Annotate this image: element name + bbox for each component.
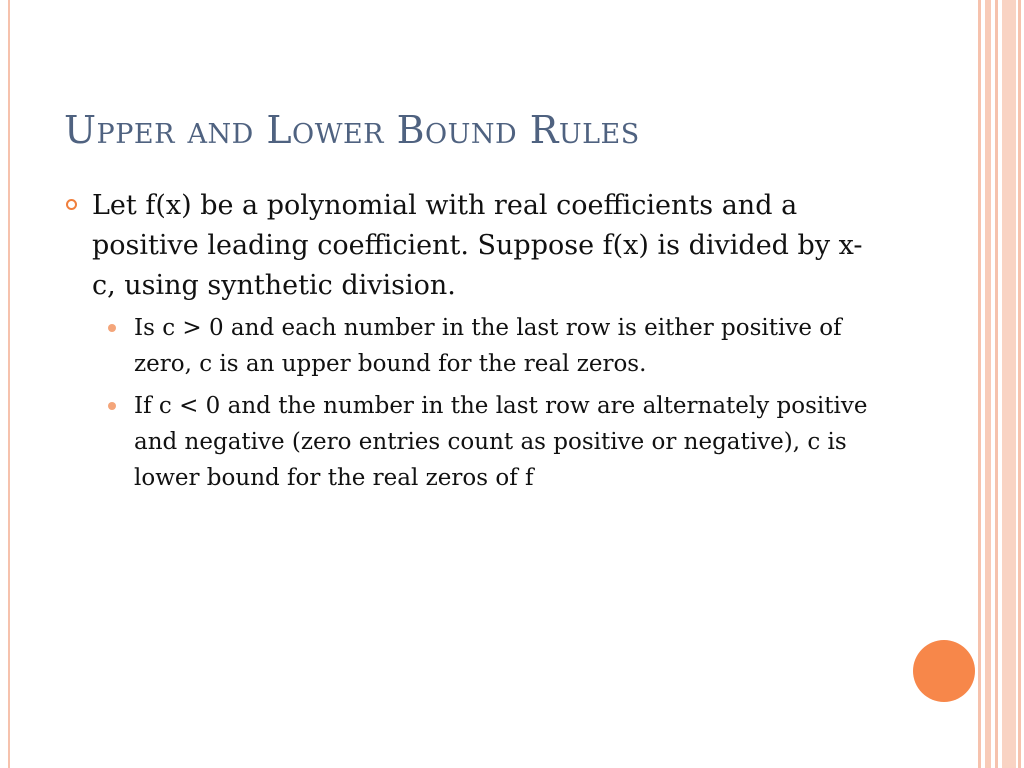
left-border-line: [8, 0, 10, 768]
sub-bullet-text: If c < 0 and the number in the last row are alternately positive and negative (zero entries count as positive or negative), c is lower bound for the real zeros of f: [134, 393, 868, 491]
decor-stripe: [995, 0, 998, 768]
hollow-circle-bullet-icon: [66, 199, 77, 210]
decor-stripe: [1018, 0, 1021, 768]
sub-bullet-text: Is c > 0 and each number in the last row is either positive of zero, c is an upper bound for the real zeros.: [134, 315, 842, 377]
dot-bullet-icon: [108, 402, 116, 410]
main-bullet: [64, 186, 884, 306]
main-bullet-text: Let f(x) be a polynomial with real coefficients and a positive leading coefficient. Suppose f(x) is divided by x-c, using synthetic division.: [92, 190, 863, 301]
decor-stripe: [985, 0, 991, 768]
slide-body: [64, 186, 884, 502]
decor-stripe: [978, 0, 981, 768]
decor-stripe: [1002, 0, 1016, 768]
sub-bullet: [64, 388, 884, 496]
decorative-circle: [913, 640, 975, 702]
sub-bullet: [64, 310, 884, 382]
dot-bullet-icon: [108, 324, 116, 332]
slide-title: Upper and Lower Bound Rules: [64, 108, 640, 152]
sub-bullet-list: [64, 310, 884, 496]
